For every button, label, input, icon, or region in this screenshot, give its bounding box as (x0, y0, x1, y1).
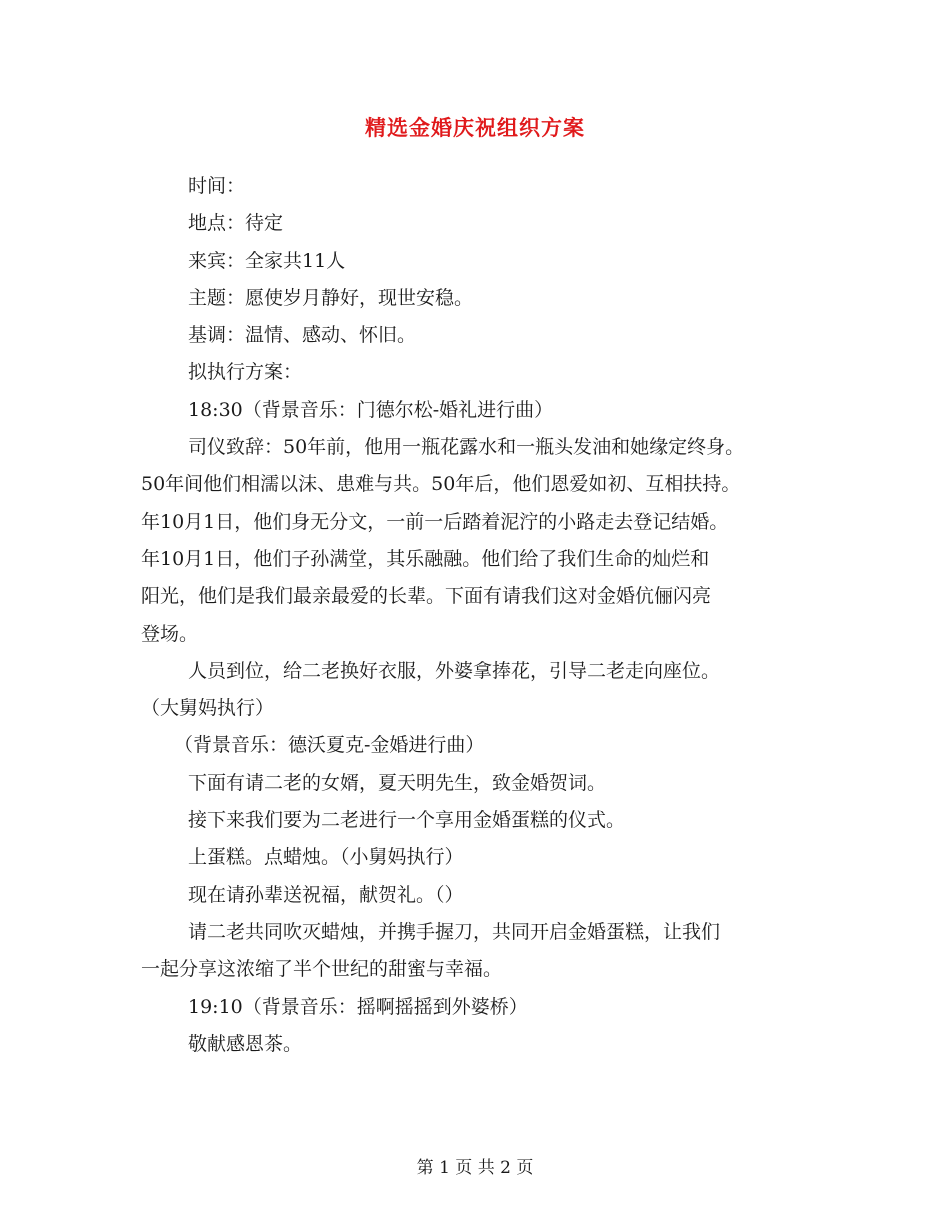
line-mc-speech-1: 司仪致辞：50年前，他用一瓶花露水和一瓶头发油和她缘定终身。 (188, 436, 745, 459)
line-guests: 来宾：全家共11人 (188, 249, 346, 272)
line-mc-speech-3: 年10月1日，他们身无分文，一前一后踏着泥泞的小路走去登记结婚。 (141, 510, 729, 533)
line-music-dvorak: （背景音乐：德沃夏克-金婚进行曲） (174, 734, 485, 757)
line-son-in-law: 下面有请二老的女婿，夏天明先生，致金婚贺词。 (188, 771, 607, 794)
line-grandchildren: 现在请孙辈送祝福，献贺礼。（） (188, 883, 464, 906)
page-number: 第 1 页 共 2 页 (416, 1158, 534, 1178)
document-body (141, 168, 821, 1063)
line-1910-music: 19:10（背景音乐：摇啊摇摇到外婆桥） (188, 995, 528, 1018)
line-cake-ceremony: 接下来我们要为二老进行一个享用金婚蛋糕的仪式。 (188, 809, 626, 832)
line-mc-speech-2: 50年间他们相濡以沫、患难与共。50年后，他们恩爱如初、互相扶持。 (141, 473, 741, 496)
line-tone: 基调：温情、感动、怀旧。 (188, 324, 417, 347)
line-executor-aunt: （大舅妈执行） (141, 697, 275, 720)
line-mc-speech-6: 登场。 (141, 622, 199, 645)
line-time: 时间： (188, 175, 246, 197)
line-staff-ready: 人员到位，给二老换好衣服，外婆拿捧花，引导二老走向座位。 (188, 659, 721, 682)
line-location: 地点：待定 (188, 212, 284, 235)
line-blow-candles-1: 请二老共同吹灭蜡烛，并携手握刀，共同开启金婚蛋糕，让我们 (188, 920, 721, 943)
line-plan-heading: 拟执行方案： (188, 361, 303, 384)
document-title: 精选金婚庆祝组织方案 (365, 115, 585, 140)
line-blow-candles-2: 一起分享这浓缩了半个世纪的甜蜜与幸福。 (141, 958, 503, 981)
line-cake-candles: 上蛋糕。点蜡烛。（小舅妈执行） (188, 846, 464, 869)
line-tea: 敬献感恩茶。 (188, 1032, 303, 1055)
line-mc-speech-5: 阳光，他们是我们最亲最爱的长辈。下面有请我们这对金婚伉俪闪亮 (141, 585, 712, 608)
line-mc-speech-4: 年10月1日，他们子孙满堂，其乐融融。他们给了我们生命的灿烂和 (141, 547, 710, 570)
line-theme: 主题：愿使岁月静好，现世安稳。 (188, 286, 474, 309)
line-1830-music: 18:30（背景音乐：门德尔松-婚礼进行曲） (188, 398, 554, 421)
